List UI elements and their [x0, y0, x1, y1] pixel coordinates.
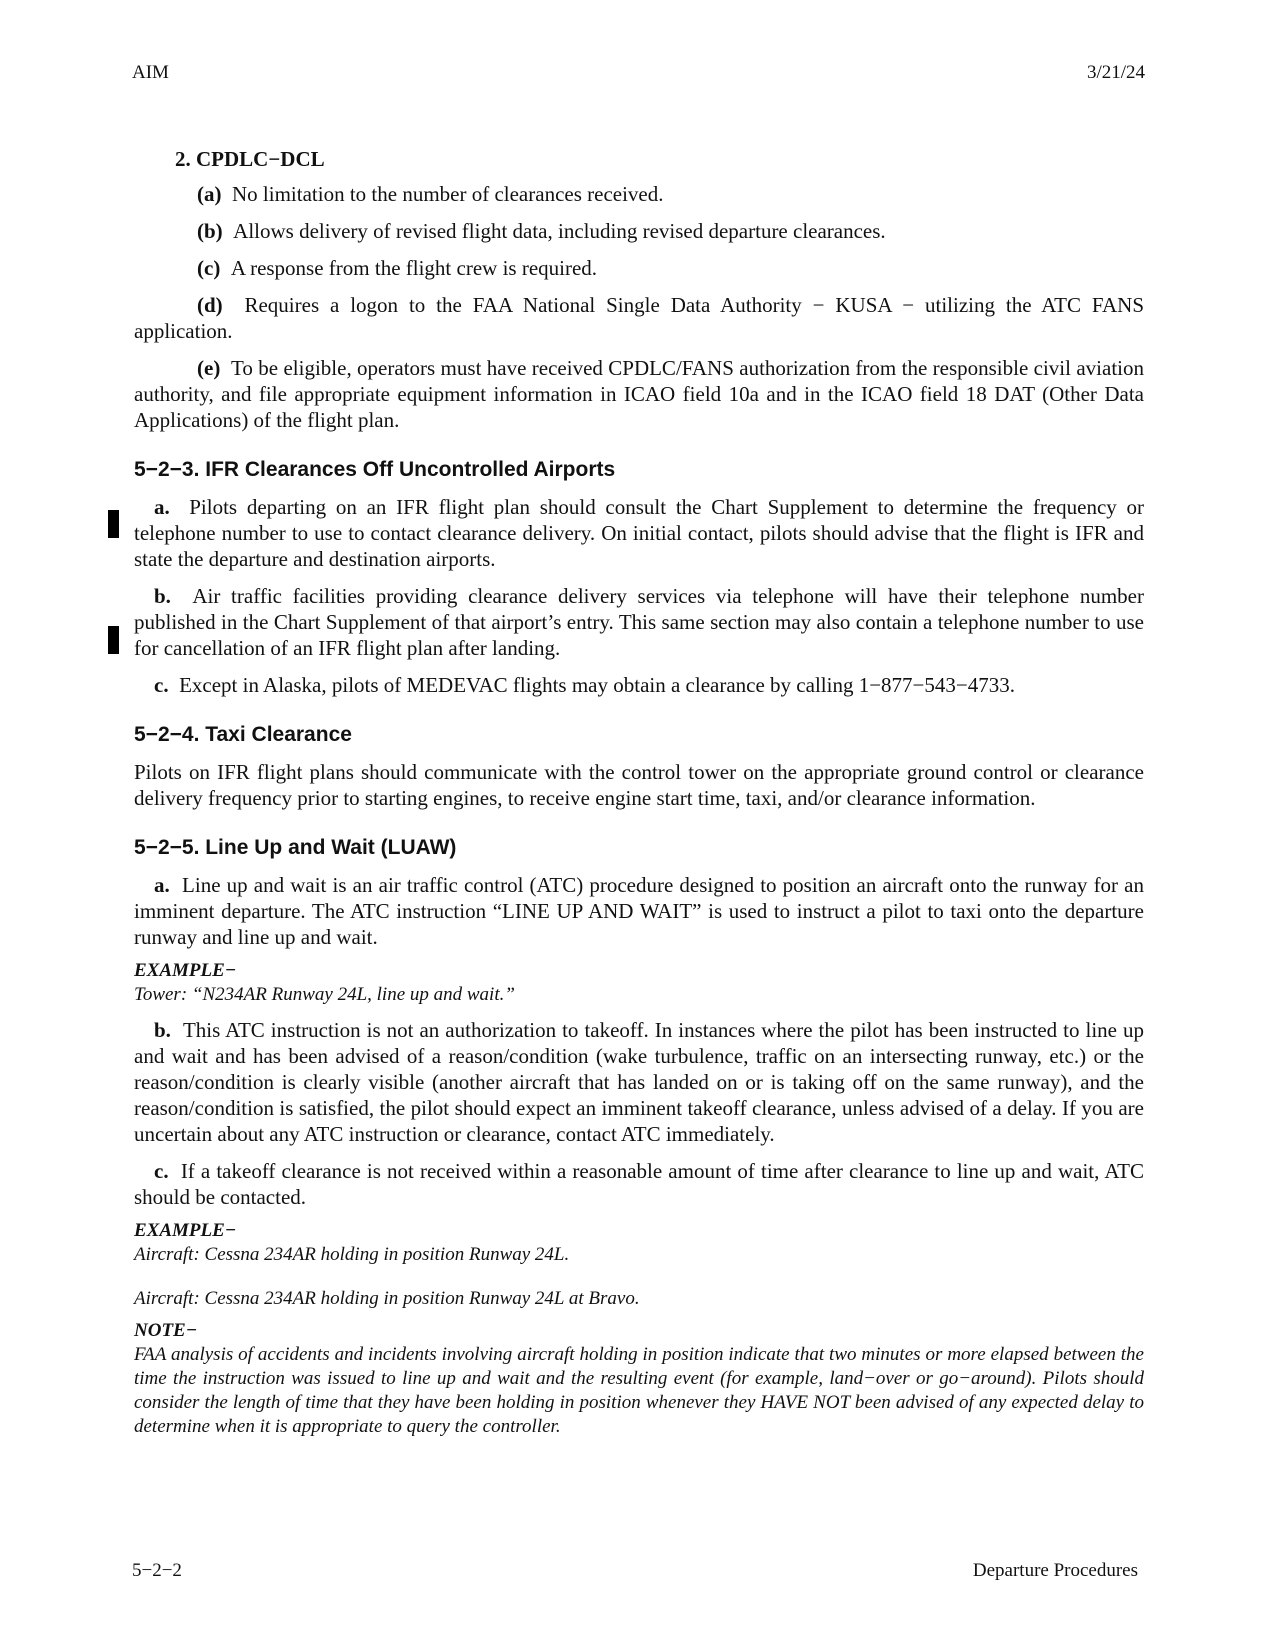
example-label: EXAMPLE− [134, 960, 237, 981]
paragraph: a. Line up and wait is an air traffic control (ATC) procedure designed to position an aircraft onto the runway for an imminent departure. The ATC instruction “LINE UP AND WAIT” is used to instruct a pilot to taxi onto the departure runway and line up and wait. [134, 873, 1145, 949]
example-text: Aircraft: Cessna 234AR holding in position Runway 24L. [134, 1244, 570, 1265]
list-item: (d) Requires a logon to the FAA National Single Data Authority − KUSA − utilizing the ATC FANS application. [134, 293, 1144, 343]
paragraph: a. Pilots departing on an IFR flight plan should consult the Chart Supplement to determine the frequency or telephone number to use to contact clearance delivery. On initial contact, pilots should advise that the flight is IFR and state the departure and destination airports. [134, 495, 1145, 571]
example-text: Tower: “N234AR Runway 24L, line up and wait.” [134, 984, 515, 1005]
paragraph: b. This ATC instruction is not an authorization to takeoff. In instances where the pilot has been instructed to line up and wait and has been advised of a reason/condition (wake turbulence, traffic on an intersecting runway, etc.) or the reason/condition is clearly visible (another aircraft that has landed on or is taking off on the same runway), and the reason/condition is satisfied, the pilot should expect an imminent takeoff clearance, unless advised of a delay. If you are uncertain about any ATC instruction or clearance, contact ATC immediately. [134, 1018, 1145, 1146]
list-item: (b) Allows delivery of revised flight data, including revised departure clearances. [197, 219, 886, 243]
list-item: (a) No limitation to the number of clearances received. [197, 182, 664, 206]
page-number: 5−2−2 [132, 1560, 182, 1581]
change-bar [108, 626, 119, 654]
change-bar [108, 510, 119, 538]
header-date: 3/21/24 [1086, 62, 1145, 83]
example-text: Aircraft: Cessna 234AR holding in position Runway 24L at Bravo. [134, 1288, 640, 1309]
example-label: EXAMPLE− [134, 1220, 237, 1241]
paragraph: c. Except in Alaska, pilots of MEDEVAC flights may obtain a clearance by calling 1−877−543−4733. [154, 673, 1015, 697]
note-text: FAA analysis of accidents and incidents involving aircraft holding in position indicate that two minutes or more elapsed between the time the instruction was issued to line up and wait and the resulting event (for example, land−over or go−around). Pilots should consider the length of time that they have been holding in position whenever they HAVE NOT been advised of any expected delay to determine when it is appropriate to query the controller. [134, 1344, 1144, 1437]
paragraph: Pilots on IFR flight plans should communicate with the control tower on the appropriate ground control or clearance delivery frequency prior to starting engines, to receive engine start time, taxi, and/or clearance information. [134, 760, 1144, 810]
section-heading: 5−2−5. Line Up and Wait (LUAW) [134, 836, 457, 859]
list-item: (e) To be eligible, operators must have received CPDLC/FANS authorization from the responsible civil aviation authority, and file appropriate equipment information in ICAO field 10a and in the ICAO field 18 DAT (Other Data Applications) of the flight plan. [134, 356, 1144, 432]
section-heading: 5−2−4. Taxi Clearance [134, 723, 352, 746]
paragraph: b. Air traffic facilities providing clearance delivery services via telephone will have their telephone number published in the Chart Supplement of that airport’s entry. This same section may also contain a telephone number to use for cancellation of an IFR flight plan after landing. [134, 584, 1144, 660]
section-heading: 5−2−3. IFR Clearances Off Uncontrolled Airports [134, 458, 616, 481]
footer-chapter: Departure Procedures [972, 1560, 1138, 1581]
list-item: (c) A response from the flight crew is required. [197, 256, 598, 280]
note-label: NOTE− [134, 1320, 198, 1341]
page-content [134, 146, 1144, 1439]
header-left: AIM [132, 62, 169, 83]
subsection-title: 2. CPDLC−DCL [175, 147, 325, 171]
paragraph: c. If a takeoff clearance is not received within a reasonable amount of time after clearance to line up and wait, ATC should be contacted. [134, 1159, 1144, 1209]
